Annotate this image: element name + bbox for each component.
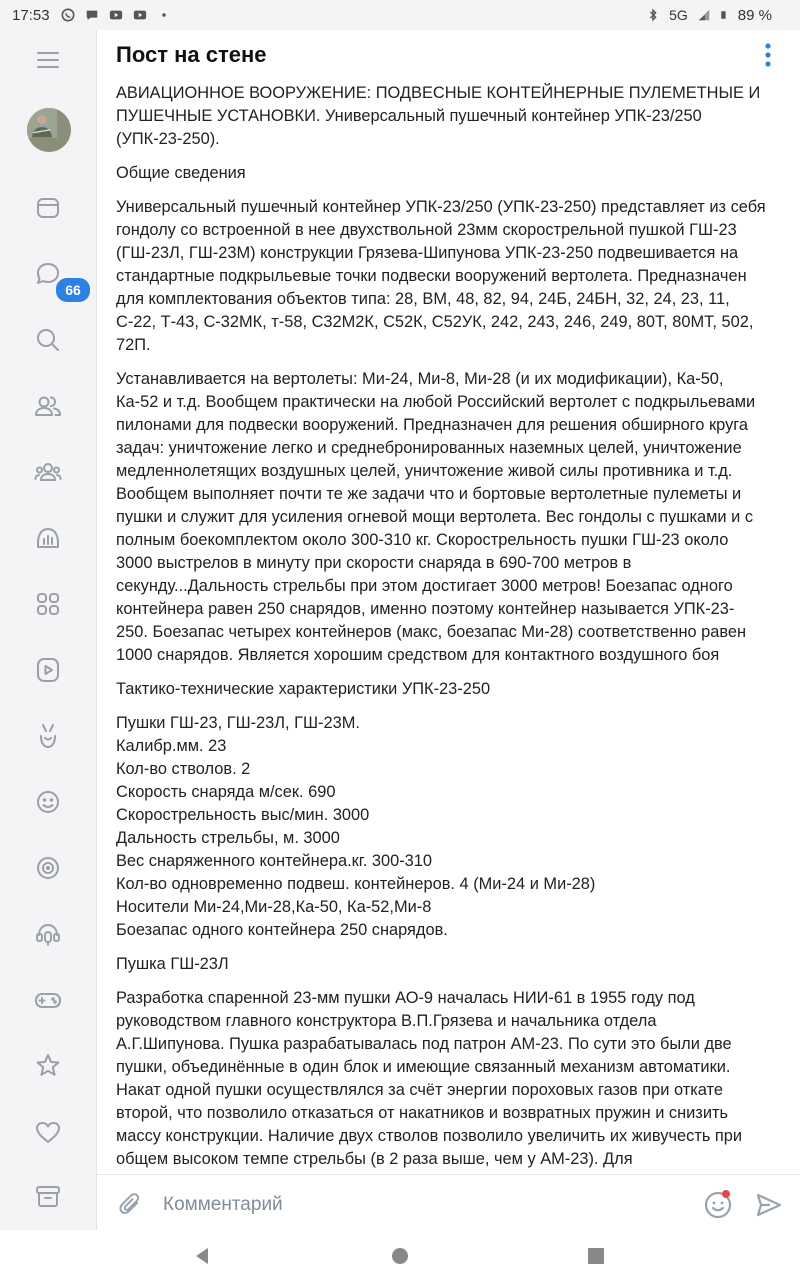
chat-icon (84, 8, 100, 22)
heart-icon (33, 1117, 63, 1147)
system-nav-bar (0, 1234, 800, 1280)
sidebar-item-stickers[interactable] (24, 778, 72, 826)
post-paragraph: АВИАЦИОННОЕ ВООРУЖЕНИЕ: ПОДВЕСНЫЕ КОНТЕЙНЕРНЫЕ ПУЛЕМЕТНЫЕ И ПУШЕЧНЫЕ УСТАНОВКИ. Универсальный пушечный контейнер УПК-23/250 (УПК-23-250). (116, 84, 761, 148)
back-icon[interactable] (192, 1246, 212, 1266)
podcasts-icon (33, 919, 63, 949)
post-paragraph: Пушка ГШ-23Л (116, 955, 229, 973)
sidebar-item-archive[interactable] (24, 1172, 72, 1220)
recents-icon[interactable] (586, 1246, 606, 1266)
post-paragraph: Разработка спаренной 23-мм пушки АО-9 началась НИИ-61 в 1955 году под руководством главного конструктора В.П.Грязева и начальника отдела А.Г.Шипунова. Пушка разрабатывалась под патрон АМ-23. По сути это были две пушки, объединённые в один блок и имеющие связанный механизм автоматики. Накат одной пушки осуществлялся за счёт энергии пороховых газов при откате второй, что позволило отказаться от накатников и возвратных пружин и снизить массу конструкции. Наличие двух стволов позволило увеличить их живучесть при общем высоком темпе стрельбы (в 2 раза выше, чем у АМ-23). Для (116, 989, 743, 1168)
attach-icon[interactable] (117, 1191, 145, 1219)
battery-level: 89 % (737, 6, 772, 24)
status-bar (0, 0, 800, 30)
sidebar-item-services[interactable] (24, 580, 72, 628)
menu-button[interactable] (24, 36, 72, 84)
battery-icon (720, 8, 730, 22)
sidebar-item-likes[interactable] (24, 1108, 72, 1156)
services-icon (33, 589, 63, 619)
games-icon (33, 985, 63, 1015)
sidebar-item-favorites[interactable] (24, 1042, 72, 1090)
sidebar-item-video[interactable] (24, 646, 72, 694)
sidebar-item-news[interactable] (24, 184, 72, 232)
emoji-notification-dot (722, 1190, 730, 1198)
search-icon (33, 325, 63, 355)
status-time: 17:53 (12, 6, 50, 24)
signal-icon (696, 8, 712, 22)
sidebar-item-podcasts[interactable] (24, 910, 72, 958)
post-specs-list: Пушки ГШ-23, ГШ-23Л, ГШ-23М. Калибр.мм. 23 Кол-во стволов. 2 Скорость снаряда м/сек. 690 Скорострельность выс/мин. 3000 Дальность стрельбы, м. 3000 Вес снаряженного контейнера.кг. 300-310 Кол-во одновременно подвеш. контейнеров. 4 (Ми-24 и Ми-28) Носители Ми-24,Ми-28,Ка-50, Ка-52,Ми-8 Боезапас одного контейнера 250 снарядов. (116, 714, 596, 939)
page-header (97, 30, 800, 82)
video-icon (33, 655, 63, 685)
home-icon[interactable] (390, 1246, 410, 1266)
avatar[interactable] (27, 108, 71, 152)
network-type: 5G (669, 7, 688, 23)
communities-icon (33, 457, 63, 487)
sidebar-item-clips[interactable] (24, 712, 72, 760)
friends-icon (33, 391, 63, 421)
youtube-icon (108, 8, 124, 22)
comment-composer (97, 1174, 800, 1235)
post-paragraph: Тактико-технические характеристики УПК-23-250 (116, 680, 491, 698)
archive-icon (33, 1181, 63, 1211)
stickers-icon (33, 787, 63, 817)
sidebar-item-games[interactable] (24, 976, 72, 1024)
send-icon[interactable] (755, 1191, 783, 1219)
messages-badge: 66 (54, 276, 92, 304)
stats-icon (33, 523, 63, 553)
page-title: Пост на стене (116, 42, 267, 67)
news-icon (33, 193, 63, 223)
sidebar-item-communities[interactable] (24, 448, 72, 496)
sidebar-item-friends[interactable] (24, 382, 72, 430)
post-paragraph: Универсальный пушечный контейнер УПК-23/250 (УПК-23-250) представляет из себя гондолу со встроенной в нее двухствольной 23мм скорострельной пушкой ГШ-23 (ГШ-23Л, ГШ-23М) конструкции Грязева-Шипунова УПК-23-250 подвешивается на стандартные подкрыльевые точки подвески вооружений вертолета. Предназначен для комплектования объектов типа: 28, ВМ, 48, 82, 94, 24Б, 24БН, 32, 24, 23, 11, С-22, Т-43, С-32МК, т-58, С32М2К, С52К, С52УК, 242, 243, 246, 249, 80Т, 80МТ, 502, 72П. (116, 198, 766, 354)
clips-icon (33, 721, 63, 751)
comment-input[interactable]: Комментарий (163, 1194, 283, 1215)
post-content (116, 82, 766, 1174)
sidebar-item-stats[interactable] (24, 514, 72, 562)
youtube-icon (132, 8, 148, 22)
bluetooth-icon (645, 8, 661, 22)
favorites-icon (33, 1051, 63, 1081)
avatar-image (27, 108, 57, 138)
target-icon (33, 853, 63, 883)
menu-icon (33, 45, 63, 75)
post-paragraph: Общие сведения (116, 164, 246, 182)
more-notifications-icon (156, 8, 172, 22)
sidebar-item-search[interactable] (24, 316, 72, 364)
more-options-icon[interactable] (764, 42, 772, 68)
sidebar (0, 30, 97, 1230)
whatsapp-icon (60, 8, 76, 22)
sidebar-item-target[interactable] (24, 844, 72, 892)
post-paragraph: Устанавливается на вертолеты: Ми-24, Ми-8, Ми-28 (и их модификации), Ка-50, Ка-52 и т.д. Вообщем практически на любой Российский вертолет с подкрыльевами пилонами для подвески вооружений. Предназначен для решения обширного круга задач: уничтожение легко и среднебронированных наземных целей, уничтожение медленнолетящих воздушных целей, уничтожение живой силы противника и т.д. Вообщем выполняет почти те же задачи что и бортовые вертолетные пулеметы и пушки и служит для усиления огневой мощи вертолета. Вес гондолы с пушками и с полным боекомплектом около 300-310 кг. Скорострельность пушки ГШ-23 около 3000 выстрелов в минуту при скорости снаряда в 690-700 метров в секунду...Дальность стрельбы при этом достигает 3000 метров! Боезапас одного контейнера равен 250 снарядов, именно поэтому контейнер называется УПК-23-250. Боезапас четырех контейнеров (макс, боезапас Ми-28) соответственно равен 1000 снарядов. Является хорошим средством для контактного воздушного боя (116, 370, 756, 664)
